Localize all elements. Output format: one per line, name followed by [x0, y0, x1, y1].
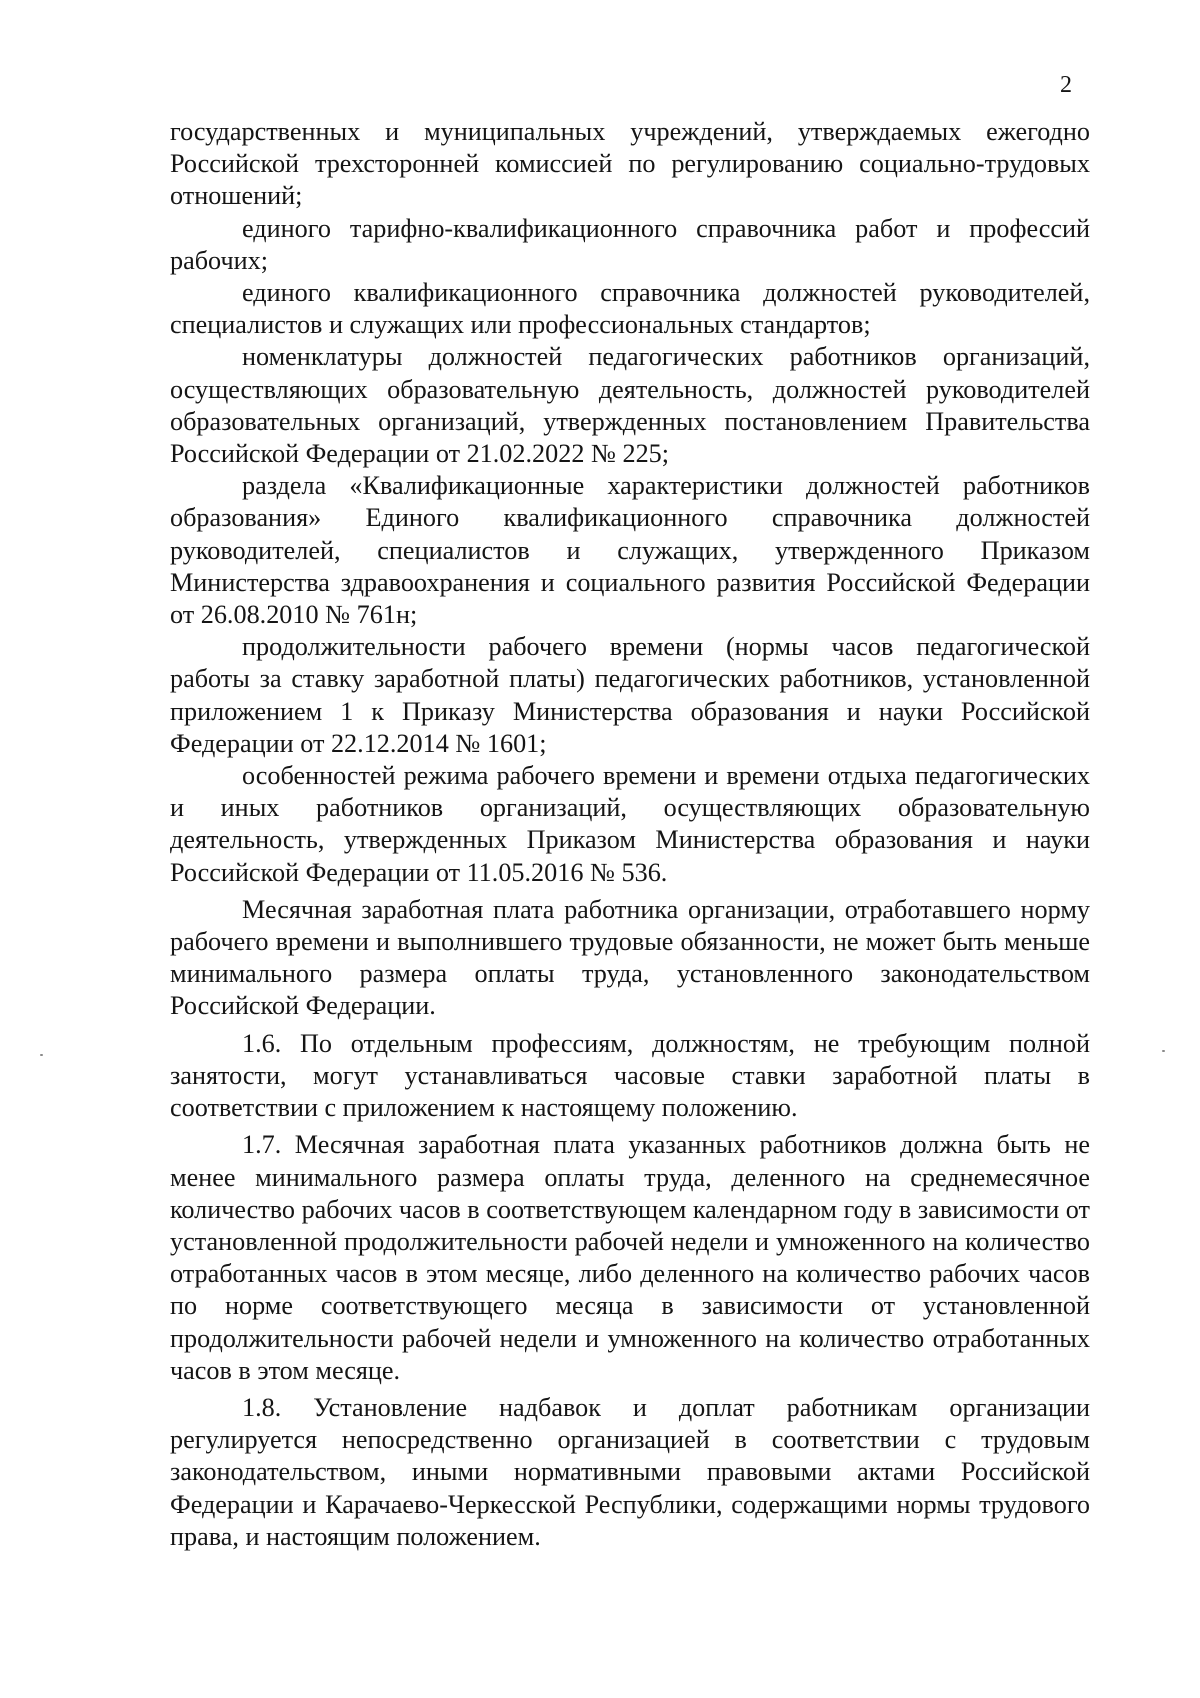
scan-speck [40, 1054, 43, 1056]
paragraph-1-6: 1.6. По отдельным профессиям, должностям, не требующим полной занятости, могут устанавливаться часовые ставки заработной платы в соответствии с приложением к настоящему положению. [170, 1028, 1090, 1123]
list-item-working-time-regime: особенностей режима рабочего времени и времени отдыха педагогических и иных работников организаций, осуществляющих образовательную деятельность, утвержденных Приказом Министерства образования и науки Российской Федерации от 11.05.2016 № 536. [170, 761, 1090, 887]
paragraph-1-8: 1.8. Установление надбавок и доплат работникам организации регулируется непосредственно организацией в соответствии с трудовым законодательством, иными нормативными правовыми актами Российской Федерации и Карачаево-Черкесской Республики, содержащими нормы трудового права, и настоящим положением. [170, 1392, 1090, 1551]
list-item-tariff-handbook: единого тарифно-квалификационного справочника работ и профессий рабочих; [170, 213, 1090, 275]
list-item-qualification-characteristics: раздела «Квалификационные характеристики должностей работников образования» Единого квалификационного справочника должностей руководителей, специалистов и служащих, утвержденного Приказом Министерства здравоохранения и социального развития Российской Федерации от 26.08.2010 № 761н; [170, 471, 1090, 630]
page-number: 2 [1060, 72, 1072, 98]
paragraph-1-7: 1.7. Месячная заработная плата указанных работников должна быть не менее минимального размера оплаты труда, деленного на среднемесячное количество рабочих часов в соответствующем календарном году в зависимости от установленной продолжительности рабочей недели и умноженного на количество отработанных часов в этом месяце, либо деленного на количество рабочих часов по норме соответствующего месяца в зависимости от установленной продолжительности рабочей недели и умноженного на количество отработанных часов в этом месяце. [170, 1130, 1090, 1385]
list-item-position-nomenclature: номенклатуры должностей педагогических работников организаций, осуществляющих образовательную деятельность, должностей руководителей образовательных организаций, утвержденных постановлением Правительства Российской Федерации от 21.02.2022 № 225; [170, 342, 1090, 469]
scan-speck [1162, 1050, 1165, 1052]
paragraph-continuation: государственных и муниципальных учреждений, утверждаемых ежегодно Российской трехсторонней комиссией по регулированию социально-трудовых отношений; [170, 117, 1090, 211]
list-item-working-time-duration: продолжительности рабочего времени (нормы часов педагогической работы за ставку заработной платы) педагогических работников, установленной приложением 1 к Приказу Министерства образования и науки Российской Федерации от 22.12.2014 № 1601; [170, 632, 1090, 758]
document-body [170, 116, 1090, 1553]
list-item-qualification-handbook: единого квалификационного справочника должностей руководителей, специалистов и служащих или профессиональных стандартов; [170, 278, 1090, 340]
paragraph-monthly-salary: Месячная заработная плата работника организации, отработавшего норму рабочего времени и выполнившего трудовые обязанности, не может быть меньше минимального размера оплаты труда, установленного законодательством Российской Федерации. [170, 894, 1090, 1021]
